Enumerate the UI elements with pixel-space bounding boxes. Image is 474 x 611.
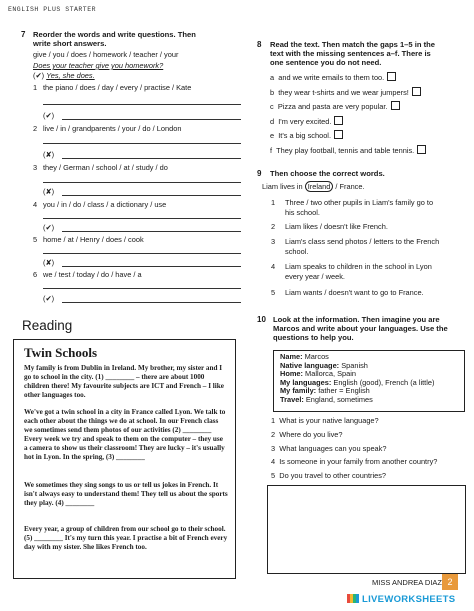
q7-item-mark: (✔) [43, 294, 55, 303]
option-letter: a [270, 73, 275, 82]
reading-paragraph-4: Every year, a group of children from our school go to their school. (5) ________ It's my turn this year. I practise a bit of French every day with my sister. She likes French too. [24, 525, 228, 551]
question-text: Is someone in your family from another country? [279, 457, 438, 466]
q8-option-f [270, 145, 426, 155]
q7-item-number: 3 [33, 163, 38, 172]
q10-question [271, 444, 386, 453]
reading-heading: Reading [22, 318, 73, 333]
q8-instruction-2: text with the missing sentences a–f. There is [270, 49, 431, 58]
q9-item-line-1: Liam speaks to children in the school in Lyon [285, 262, 432, 271]
teacher-name: MISS ANDREA DIAZ [372, 578, 443, 587]
q7-item-words: you / in / do / class / a dictionary / use [43, 200, 167, 209]
q9-item-line-1[interactable]: Three / two other pupils in Liam's family go to [285, 198, 434, 207]
q7-item-answer-line[interactable] [62, 302, 241, 303]
info-row [274, 396, 464, 405]
q7-item-answer-line[interactable] [62, 158, 241, 159]
q7-example-words: give / you / does / homework / teacher / your [33, 50, 179, 59]
option-text: It's a big school. [278, 131, 331, 140]
answer-checkbox[interactable] [387, 72, 396, 81]
q7-item-answer-line[interactable] [62, 195, 241, 196]
question-text: Do you travel to other countries? [279, 471, 387, 480]
q10-instruction-3: questions to help you. [273, 333, 354, 342]
q9-item-line-1[interactable]: Liam likes / doesn't like French. [285, 222, 388, 231]
marcos-info-box [273, 350, 465, 412]
q9-example-end: / France. [333, 182, 365, 191]
q7-instruction-2: write short answers. [33, 39, 107, 48]
q9-instruction: Then choose the correct words. [270, 169, 385, 178]
q7-item-mark: (✔) [43, 111, 55, 120]
answer-checkbox[interactable] [391, 101, 400, 110]
option-letter: f [270, 146, 273, 155]
q9-example-circled-answer: Ireland [305, 181, 334, 192]
info-label: Native language: [280, 360, 340, 370]
q9-item-number: 4 [271, 262, 276, 271]
question-text: What is your native language? [279, 416, 379, 425]
q7-item-question-line[interactable] [43, 104, 241, 105]
q7-example-answer: Yes, she does. [46, 71, 95, 80]
q7-item-words: live / in / grandparents / your / do / London [43, 124, 182, 133]
answer-checkbox[interactable] [412, 87, 421, 96]
info-label: Home: [280, 369, 303, 379]
twin-schools-text-box [13, 339, 236, 579]
q9-item-number: 1 [271, 198, 276, 207]
question-number: 2 [271, 430, 276, 439]
q9-item-number: 2 [271, 222, 276, 231]
q7-example-mark: (✔) [33, 71, 45, 80]
answer-checkbox[interactable] [334, 130, 343, 139]
q10-question [271, 457, 437, 466]
q10-instruction-2: Marcos and write about your languages. Use the [273, 324, 448, 333]
question-number: 1 [271, 416, 276, 425]
q7-item-number: 6 [33, 270, 38, 279]
question-number: 5 [271, 471, 276, 480]
q7-item-question-line[interactable] [43, 143, 241, 144]
q7-item-number: 4 [33, 200, 38, 209]
q7-item-words: the piano / does / day / every / practise / Kate [43, 83, 192, 92]
q8-instruction-1: Read the text. Then match the gaps 1–5 in the [270, 40, 435, 49]
q7-item-number: 2 [33, 124, 38, 133]
q9-number: 9 [257, 169, 262, 178]
q7-item-mark: (✘) [43, 150, 55, 159]
writing-answer-box[interactable] [267, 485, 466, 574]
q9-item-line-2: his school. [285, 208, 320, 217]
info-value: Mallorca, Spain [303, 369, 356, 379]
q7-example-answer-row [33, 71, 95, 80]
brand-name: LIVEWORKSHEETS [362, 594, 456, 605]
q7-item-answer-line[interactable] [62, 266, 241, 267]
q7-item-answer-line[interactable] [62, 119, 241, 120]
q9-item-line-2[interactable]: every year / week. [285, 272, 345, 281]
info-value: England, sometimes [303, 394, 373, 404]
question-text: Where do you live? [279, 430, 343, 439]
q10-question [271, 430, 343, 439]
liveworksheets-logo [347, 594, 455, 605]
q9-example-start: Liam lives in [262, 182, 305, 191]
option-letter: c [270, 102, 274, 111]
q8-option-a [270, 72, 396, 82]
info-value: father = English [316, 386, 370, 396]
question-text: What languages can you speak? [279, 444, 387, 453]
twin-schools-title: Twin Schools [24, 345, 98, 360]
q10-number: 10 [257, 315, 266, 324]
q10-instruction-1: Look at the information. Then imagine you are [273, 315, 440, 324]
answer-checkbox[interactable] [334, 116, 343, 125]
q7-item-number: 1 [33, 83, 38, 92]
reading-paragraph-1: My family is from Dublin in Ireland. My brother, my sister and I go to school in the city. (1) ________ – there are about 1000 children there! My favourite subjects are ICT and French – I like other languages too. [24, 364, 224, 399]
q7-item-words: we / test / today / do / have / a [43, 270, 142, 279]
q9-item-number: 3 [271, 237, 276, 246]
option-letter: e [270, 131, 275, 140]
q8-number: 8 [257, 40, 262, 49]
q7-item-answer-line[interactable] [62, 231, 241, 232]
q9-item-line-1[interactable]: Liam's class send photos / letters to the French [285, 237, 440, 246]
q7-item-mark: (✘) [43, 187, 55, 196]
q10-question [271, 471, 386, 480]
q9-item-line-2: school. [285, 247, 309, 256]
worksheet-header: ENGLISH PLUS STARTER [8, 6, 97, 13]
q8-option-d [270, 116, 343, 126]
q9-item-number: 5 [271, 288, 276, 297]
info-value: Marcos [302, 352, 329, 361]
q7-item-question-line[interactable] [43, 253, 241, 254]
q10-question [271, 416, 379, 425]
q7-item-mark: (✘) [43, 258, 55, 267]
reading-paragraph-3: We sometimes they sing songs to us or tell us jokes in French. It isn't always easy to understand them! They tell us about the sports they play. (4) ________ [24, 481, 228, 507]
q8-option-e [270, 130, 343, 140]
info-label: Travel: [280, 394, 304, 404]
q7-item-question-line[interactable] [43, 218, 241, 219]
option-letter: d [270, 117, 275, 126]
info-label: My family: [280, 386, 317, 396]
q9-example [262, 182, 365, 191]
q7-item-mark: (✔) [43, 223, 55, 232]
option-text: they wear t-shirts and we wear jumpers! [278, 88, 409, 97]
option-letter: b [270, 88, 275, 97]
q7-number: 7 [21, 30, 26, 39]
answer-checkbox[interactable] [417, 145, 426, 154]
q8-instruction-3: one sentence you do not need. [270, 58, 382, 67]
q7-example-question: Does your teacher give you homework? [33, 61, 164, 70]
q7-item-number: 5 [33, 235, 38, 244]
info-value: English (good), French (a little) [331, 377, 435, 387]
question-number: 3 [271, 444, 276, 453]
q7-instruction-1: Reorder the words and write questions. Then [33, 30, 196, 39]
option-text: and we write emails to them too. [278, 73, 385, 82]
q9-item-line-1[interactable]: Liam wants / doesn't want to go to France. [285, 288, 424, 297]
reading-paragraph-2: We've got a twin school in a city in France called Lyon. We talk to each other about the things we do at school. In our French class we sometimes send them photos of our activities (2) ________ Every week we try and speak to them on the computer – they use a camera to show us their classroom! They are lucky – it's usually hot in Lyon. In the spring, (3) ________ [24, 408, 226, 461]
q7-item-words: they / German / school / at / study / do [43, 163, 168, 172]
q8-option-b [270, 87, 421, 97]
info-label: My languages: [280, 377, 332, 387]
info-value: Spanish [339, 360, 368, 370]
option-text: Pizza and pasta are very popular. [277, 102, 388, 111]
q7-item-words: home / at / Henry / does / cook [43, 235, 144, 244]
info-label: Name: [280, 352, 303, 361]
q7-item-question-line[interactable] [43, 288, 241, 289]
option-text: I'm very excited. [278, 117, 332, 126]
liveworksheets-logo-icon [347, 594, 359, 603]
option-text: They play football, tennis and table tennis. [276, 146, 415, 155]
page-number-badge: 2 [442, 574, 458, 590]
question-number: 4 [271, 457, 276, 466]
q7-item-question-line[interactable] [43, 182, 241, 183]
q8-option-c [270, 101, 400, 111]
